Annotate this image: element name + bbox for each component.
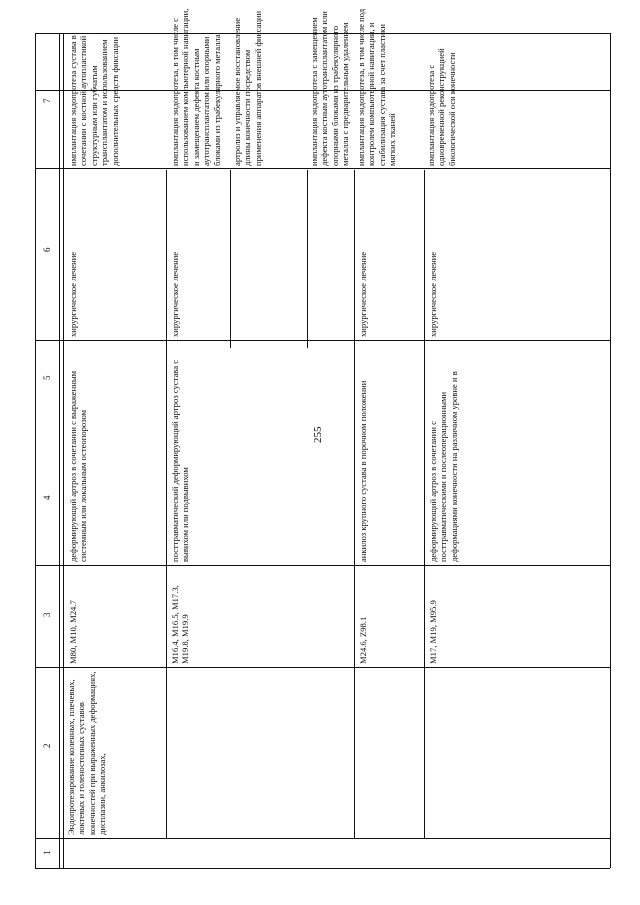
entry-codes: M17, M19, M95.9 [428, 600, 438, 664]
entry-codes: M16.4, M16.5, M17.3, M19.8, M19.9 [170, 585, 191, 664]
table-border-right [610, 33, 611, 868]
entry-codes: M80, M10, M24.7 [68, 600, 78, 664]
body-border-left [63, 33, 64, 868]
entry-method: имплантация эндопротеза с замещением дефекта костным аутотрансплантатом или опорными блоками из трабекулярного металла с предварительным удалением [309, 11, 351, 166]
entry-treatment: хирургическое лечение [68, 251, 78, 337]
row-divider-2 [354, 170, 355, 838]
column-header-5: 5 [42, 375, 52, 380]
column-separator-3 [35, 340, 610, 341]
entry-method: имплантация эндопротеза, в том числе с использованием компьютерной навигации, и замещением дефекта костным аутотрансплантатом или опорными блоками из трабекулярного металла [170, 8, 222, 166]
entry-codes: M24.6, Z98.1 [358, 616, 368, 664]
column-header-3: 3 [42, 612, 52, 617]
entry-model: анкилоз крупного сустава в порочном положении [358, 380, 368, 562]
row-divider-3 [424, 170, 425, 838]
column-separator-4 [35, 565, 610, 566]
entry-method: имплантация эндопротеза, в том числе под контролем компьютерной навигации, и стабилизация сустава за счет пластики мягких тканей [356, 8, 398, 166]
entry-treatment: хирургическое лечение [170, 251, 180, 337]
entry-method: имплантация эндопротеза сустава в сочетании с костной аутопластикой структурным или губчатым трансплантатом и использованием дополнительных средств фиксации [68, 35, 120, 166]
entry-treatment: хирургическое лечение [358, 251, 368, 337]
header-divider [59, 33, 60, 868]
column-header-1: 1 [42, 850, 52, 855]
row-divider-1 [166, 170, 167, 838]
column-header-6: 6 [42, 247, 52, 252]
column-header-4: 4 [42, 495, 52, 500]
column-separator-7 [35, 868, 610, 869]
entry-model: посттравматический деформирующий артроз сустава с вывихом или подвывихом [170, 359, 191, 562]
page-number: 255 [312, 426, 324, 443]
entry-model: деформирующий артроз в сочетании с посттравматическими и послеоперационными деформациями конечности на различном уровне и в [428, 371, 459, 562]
column-separator-2 [35, 168, 610, 169]
table-border-left [35, 33, 36, 868]
column-header-7: 7 [42, 98, 52, 103]
entry-method: имплантация эндопротеза с одновременной реконструкцией биологической оси конечности [426, 48, 457, 166]
entry-model: деформирующий артроз в сочетании с выраженным системным или локальным остеопорозом [68, 370, 89, 562]
column-separator-6 [35, 838, 610, 839]
column-header-2: 2 [42, 743, 52, 748]
entry-method: артролиз и управляемое восстановление длины конечности посредством применения аппаратов внешней фиксации [232, 10, 263, 166]
entry-treatment: хирургическое лечение [428, 251, 438, 337]
row-name: Эндопротезирование коленных, плечевых, локтевых и голеностопных суставов конечностей при выраженных деформациях, дисплазии, анкилозах, [66, 671, 108, 835]
